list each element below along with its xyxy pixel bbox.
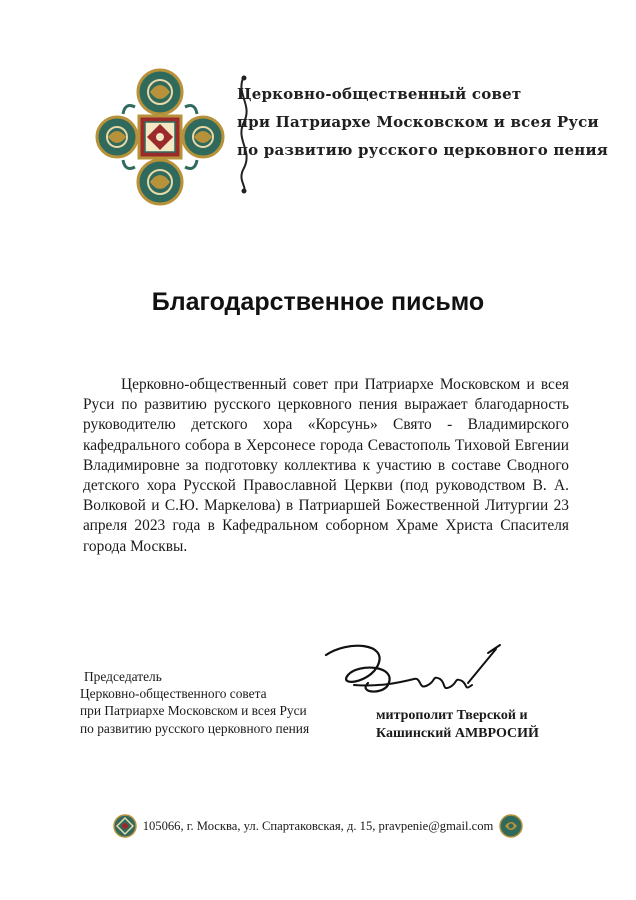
council-name-line-2: при Патриархе Московском и всея Руси — [237, 113, 599, 131]
right-medallion-icon — [499, 814, 523, 838]
signer-line-2: Кашинский АМВРОСИЙ — [376, 726, 539, 741]
signer-line-1: митрополит Тверской и — [376, 708, 528, 723]
council-name-heading — [237, 80, 609, 164]
chair-line-2: Церковно-общественного совета — [80, 686, 267, 702]
signer-name — [376, 707, 576, 743]
footer-address: 105066, г. Москва, ул. Спартаковская, д. 15, pravpenie@gmail.com — [142, 818, 494, 833]
council-name-line-3: по развитию русского церковного пения — [237, 141, 609, 159]
council-name-line-1: Церковно-общественный совет — [237, 85, 522, 103]
chair-line-4: по развитию русского церковного пения — [80, 720, 310, 736]
footer — [0, 812, 636, 840]
document-title: Благодарственное письмо — [151, 288, 485, 316]
handwritten-signature — [318, 635, 508, 705]
left-medallion-icon — [113, 814, 137, 838]
chair-line-1: Председатель — [84, 669, 162, 684]
letter-body: Церковно-общественный совет при Патриархе Московском и всея Руси по развитию русского церковного пения выражает благодарность руководителю детского хора «Корсунь» Свято - Владимирского кафедрального собора в Херсонесе города Севастополь Тиховой Евгении Владимировне за подготовку коллектива к участию в составе Сводного детского хора Русской Православной Церкви (под руководством В. А. Волковой и С.Ю. Маркелова) в Патриаршей Божественной Литургии 23 апреля 2023 года в Кафедральном соборном Храме Христа Спасителя города Москвы. — [83, 376, 569, 555]
chair-line-3: при Патриархе Московском и всея Руси — [80, 703, 307, 719]
council-emblem-icon — [95, 62, 225, 212]
